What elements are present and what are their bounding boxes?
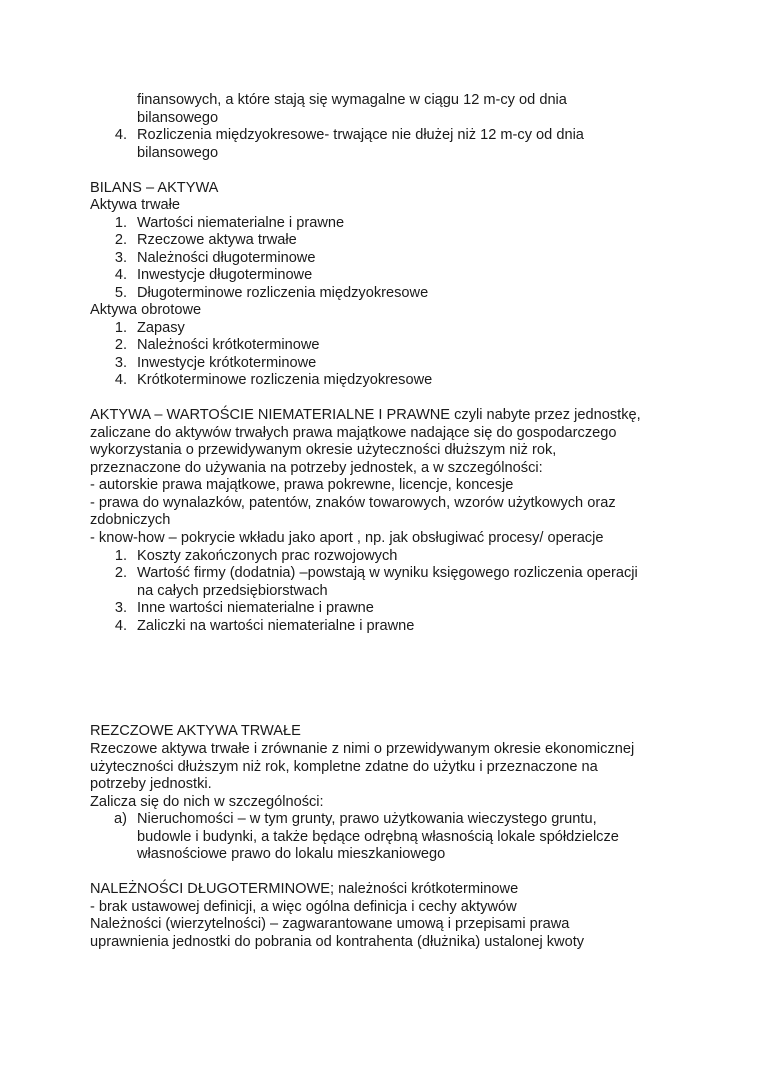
list-item: Rzeczowe aktywa trwałe: [137, 232, 297, 248]
list-item: własnościowe prawo do lokalu mieszkaniowego: [137, 846, 446, 862]
list-marker: a): [114, 811, 127, 827]
list-item: Zaliczki na wartości niematerialne i prawne: [137, 618, 415, 634]
list-item: Należności krótkoterminowe: [137, 337, 320, 353]
receivables-heading: NALEŻNOŚCI DŁUGOTERMINOWE; należności krótkoterminowe: [90, 881, 519, 897]
list-marker: 4.: [114, 618, 127, 634]
paragraph-line: Rzeczowe aktywa trwałe i zrównanie z nimi o przewidywanym okresie ekonomicznej: [90, 741, 635, 757]
list-marker: 1.: [114, 215, 127, 231]
list-item: Długoterminowe rozliczenia międzyokresowe: [137, 285, 429, 301]
list-item: na całych przedsiębiorstwach: [137, 583, 328, 599]
paragraph-line: zaliczane do aktywów trwałych prawa majątkowe nadające się do gospodarczego: [90, 425, 617, 441]
list-marker: 3.: [114, 250, 127, 266]
list-item: Zapasy: [137, 320, 185, 336]
section-heading-bilans: BILANS – AKTYWA: [90, 180, 219, 196]
intro-line: finansowych, a które stają się wymagalne w ciągu 12 m-cy od dnia: [137, 92, 567, 108]
list-item: Rozliczenia międzyokresowe- trwające nie dłużej niż 12 m-cy od dnia: [137, 127, 584, 143]
list-marker: 2.: [114, 565, 127, 581]
paragraph-line: wykorzystania o przewidywanym okresie użyteczności dłuższym niż rok,: [90, 442, 557, 458]
paragraph-line: użyteczności dłuższym niż rok, kompletne zdatne do użytku i przeznaczone na: [90, 759, 598, 775]
list-marker: 5.: [114, 285, 127, 301]
paragraph-line: uprawnienia jednostki do pobrania od kontrahenta (dłużnika) ustalonej kwoty: [90, 934, 585, 950]
list-item: Wartości niematerialne i prawne: [137, 215, 345, 231]
list-item: Należności długoterminowe: [137, 250, 316, 266]
paragraph-line: - autorskie prawa majątkowe, prawa pokrewne, licencje, koncesje: [90, 477, 514, 493]
list-marker: 4.: [114, 372, 127, 388]
list-item: Inne wartości niematerialne i prawne: [137, 600, 374, 616]
list-item: Inwestycje krótkoterminowe: [137, 355, 317, 371]
paragraph-line: Należności (wierzytelności) – zagwarantowane umową i przepisami prawa: [90, 916, 570, 932]
list-item: Inwestycje długoterminowe: [137, 267, 313, 283]
intangibles-heading: AKTYWA – WARTOŚCIE NIEMATERIALNE I PRAWNE czyli nabyte przez jednostkę,: [90, 407, 641, 423]
paragraph-line: - brak ustawowej definicji, a więc ogólna definicja i cechy aktywów: [90, 899, 517, 915]
list-marker: 3.: [114, 355, 127, 371]
list-marker: 2.: [114, 337, 127, 353]
list-marker: 2.: [114, 232, 127, 248]
list-item: Koszty zakończonych prac rozwojowych: [137, 548, 398, 564]
list-marker: 3.: [114, 600, 127, 616]
paragraph-line: zdobniczych: [90, 512, 171, 528]
paragraph-line: - know-how – pokrycie wkładu jako aport , np. jak obsługiwać procesy/ operacje: [90, 530, 604, 546]
paragraph-line: przeznaczone do używania na potrzeby jednostek, a w szczególności:: [90, 460, 543, 476]
tangibles-heading: REZCZOWE AKTYWA TRWAŁE: [90, 723, 301, 739]
current-assets-label: Aktywa obrotowe: [90, 302, 202, 318]
list-item: Nieruchomości – w tym grunty, prawo użytkowania wieczystego gruntu,: [137, 811, 597, 827]
list-marker: 4.: [114, 267, 127, 283]
list-marker: 1.: [114, 548, 127, 564]
list-item: Krótkoterminowe rozliczenia międzyokresowe: [137, 372, 433, 388]
fixed-assets-label: Aktywa trwałe: [90, 197, 181, 213]
intro-line: bilansowego: [137, 110, 219, 126]
list-marker: 1.: [114, 320, 127, 336]
paragraph-line: potrzeby jednostki.: [90, 776, 212, 792]
list-marker: 4.: [114, 127, 127, 143]
paragraph-line: - prawa do wynalazków, patentów, znaków towarowych, wzorów użytkowych oraz: [90, 495, 616, 511]
list-item: budowle i budynki, a także będące odrębną własnością lokale spółdzielcze: [137, 829, 619, 845]
paragraph-line: Zalicza się do nich w szczególności:: [90, 794, 324, 810]
list-item: Wartość firmy (dodatnia) –powstają w wyniku księgowego rozliczenia operacji: [137, 565, 638, 581]
list-item: bilansowego: [137, 145, 219, 161]
